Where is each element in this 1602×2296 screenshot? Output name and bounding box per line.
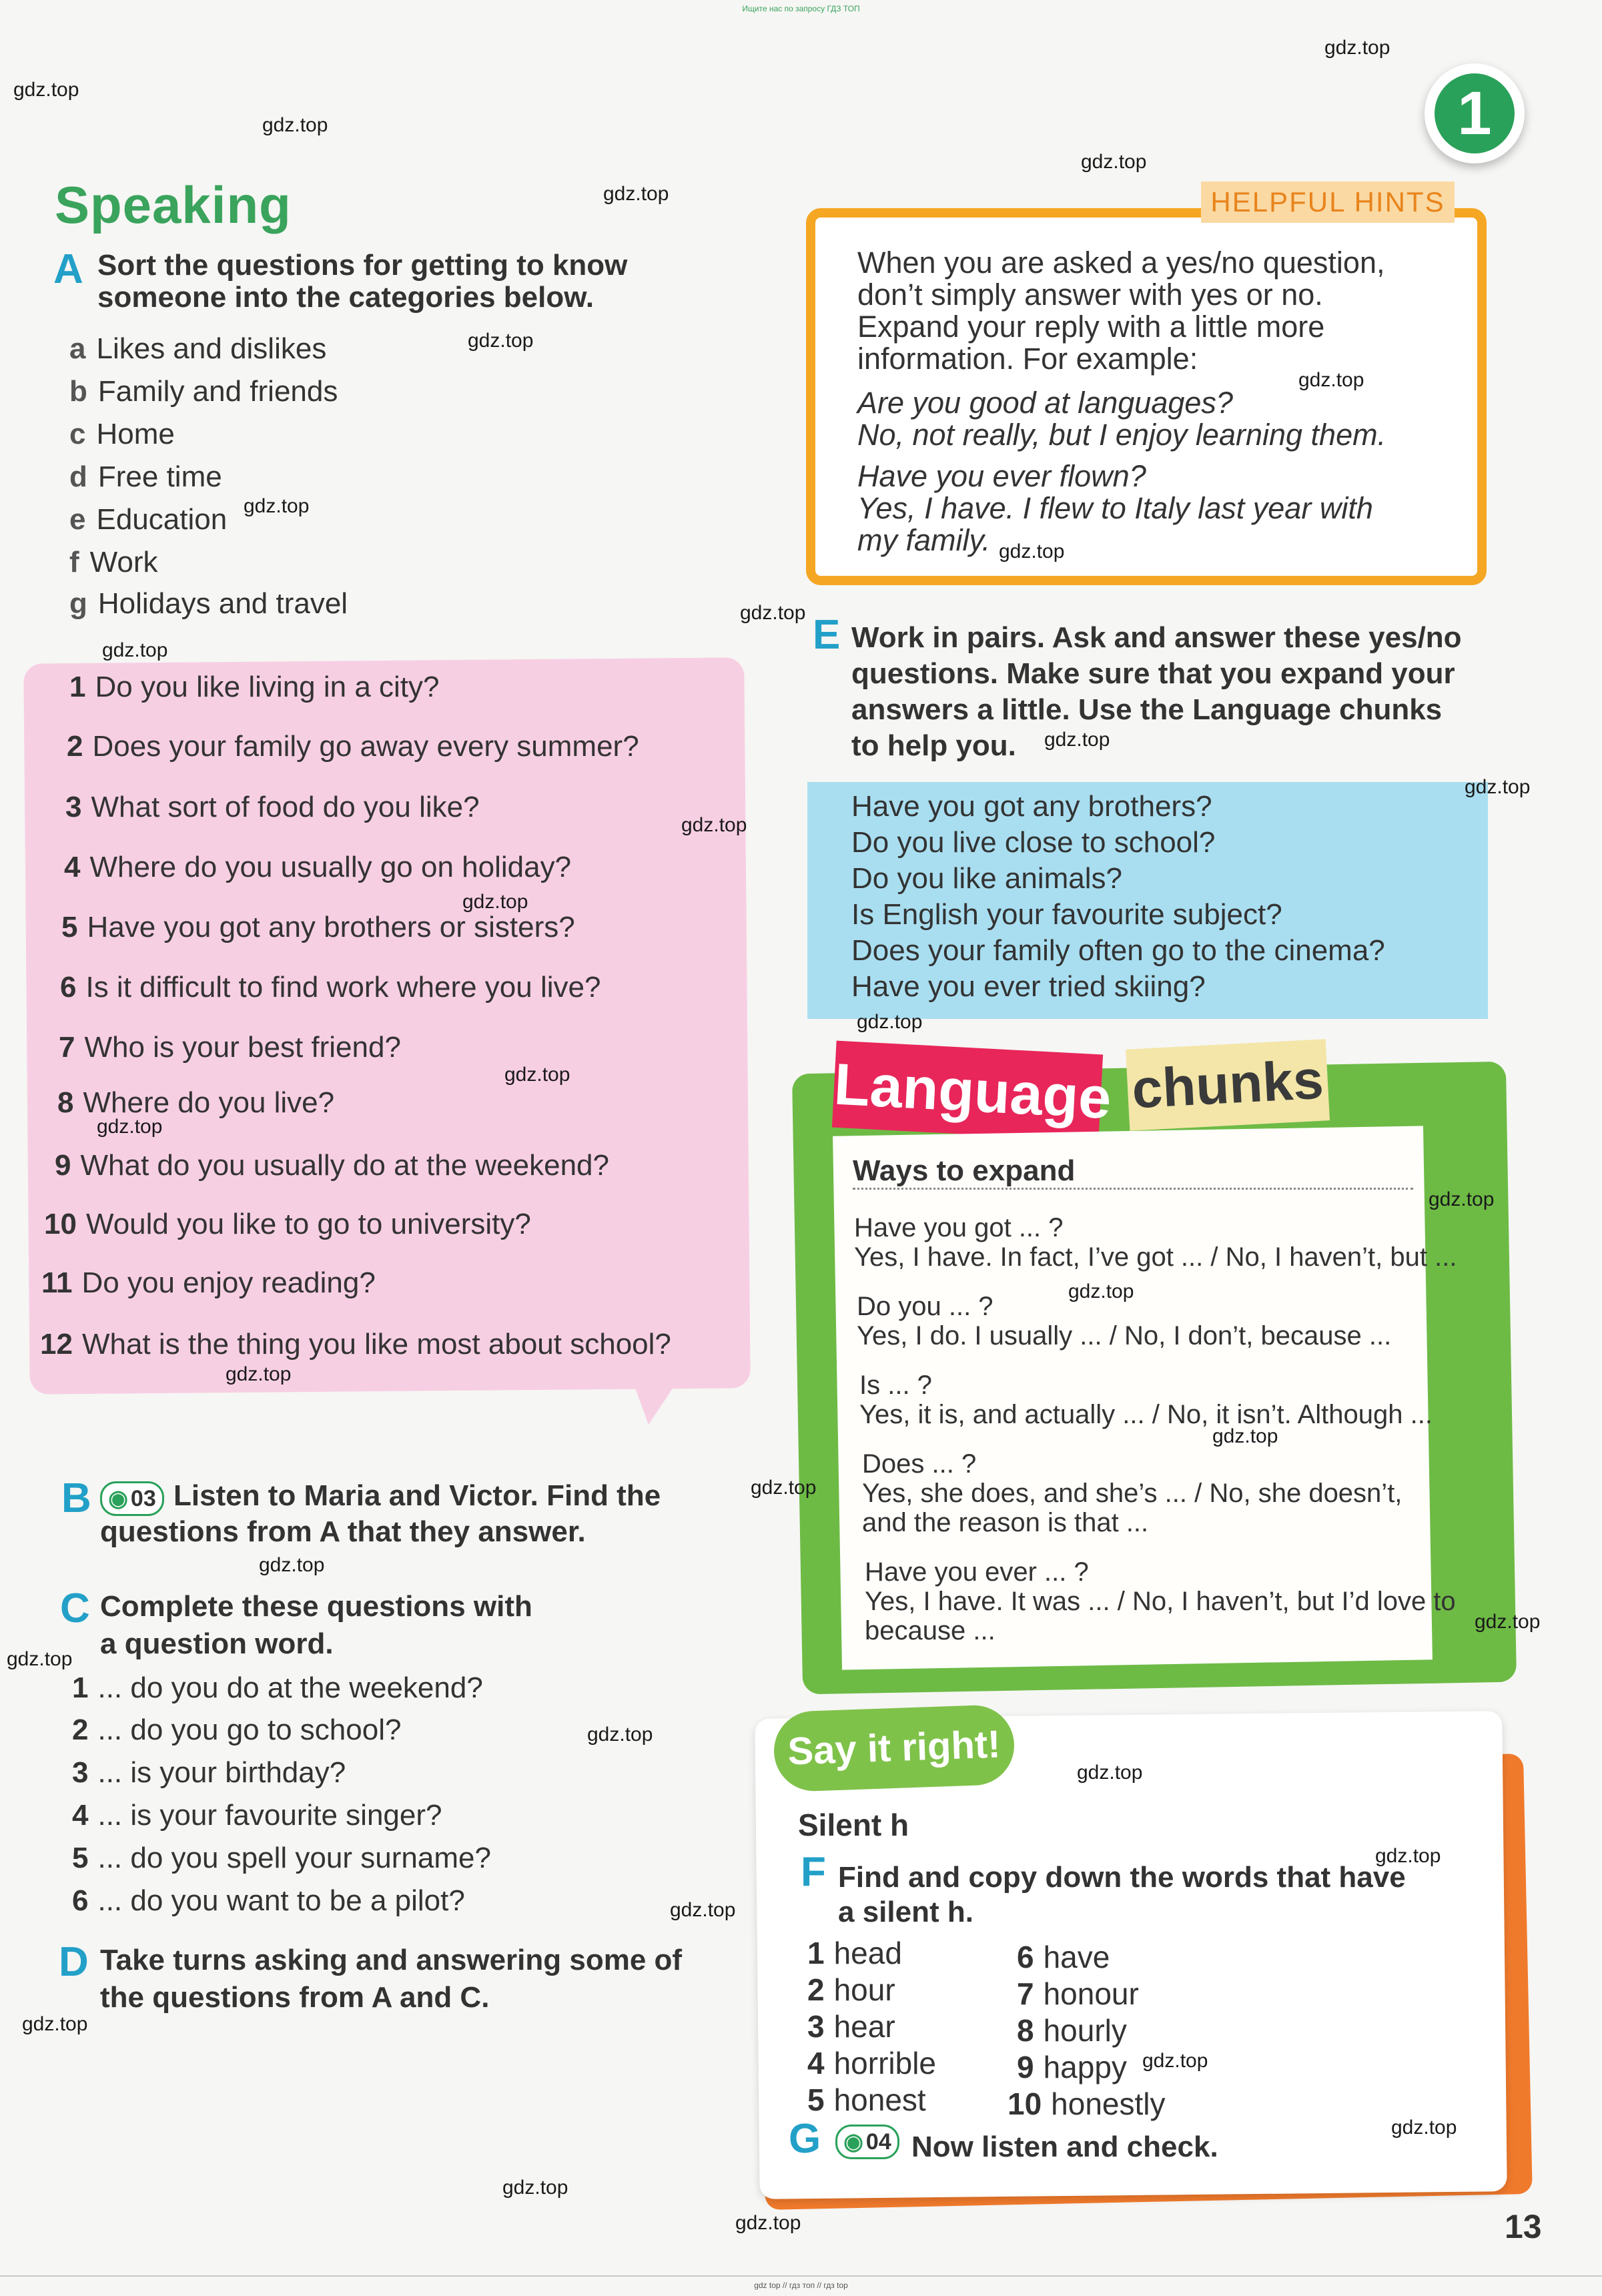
watermark: gdz.top bbox=[1391, 2117, 1457, 2139]
exercise-b-instruction-2: questions from A that they answer. bbox=[100, 1515, 586, 1548]
question-item: 12 What is the thing you like most about school? bbox=[40, 1328, 671, 1361]
exercise-e-instruction: to help you. bbox=[851, 729, 1016, 762]
unit-number: 1 bbox=[1435, 73, 1515, 153]
say-it-right-label: Say it right! bbox=[773, 1704, 1016, 1792]
watermark: gdz.top bbox=[462, 891, 528, 913]
exercise-e-instruction: questions. Make sure that you expand your bbox=[851, 657, 1455, 690]
watermark: gdz.top bbox=[1077, 1762, 1143, 1784]
word-item: 6 have bbox=[1017, 1940, 1110, 1974]
hint-text: don’t simply answer with yes or no. bbox=[857, 278, 1323, 312]
yes-no-question: Have you ever tried skiing? bbox=[851, 970, 1206, 1003]
watermark: gdz.top bbox=[259, 1554, 325, 1576]
watermark: gdz.top bbox=[7, 1648, 73, 1670]
question-item: 4 Where do you usually go on holiday? bbox=[64, 851, 572, 883]
exercise-e-instruction: answers a little. Use the Language chunks bbox=[851, 693, 1443, 726]
chunks-label: chunks bbox=[1126, 1039, 1330, 1131]
exercise-letter-d: D bbox=[59, 1939, 89, 1985]
question-item: 1 Do you like living in a city? bbox=[69, 671, 440, 703]
word-item: 8 hourly bbox=[1017, 2013, 1127, 2048]
helpful-hints-label: HELPFUL HINTS bbox=[1201, 181, 1455, 223]
word-item: 1 head bbox=[807, 1936, 902, 1970]
exercise-letter-f: F bbox=[801, 1849, 826, 1895]
watermark: gdz.top bbox=[502, 2177, 568, 2199]
chunk-question: Is ... ? bbox=[859, 1371, 932, 1400]
exercise-letter-g: G bbox=[789, 2116, 821, 2162]
chunk-question: Does ... ? bbox=[862, 1449, 977, 1479]
chunk-answer: Yes, she does, and she’s ... / No, she doesn’t, bbox=[862, 1479, 1403, 1508]
word-item: 5 honest bbox=[807, 2082, 926, 2117]
chunk-answer: because ... bbox=[865, 1616, 995, 1645]
hint-text: When you are asked a yes/no question, bbox=[857, 246, 1385, 280]
watermark: gdz.top bbox=[1324, 37, 1390, 59]
exercise-letter-e: E bbox=[813, 612, 841, 658]
audio-track-04[interactable]: ◉ 04 bbox=[835, 2125, 899, 2159]
watermark: gdz.top bbox=[751, 1477, 817, 1499]
unit-badge bbox=[1425, 63, 1525, 163]
category-item: b Family and friends bbox=[69, 375, 338, 408]
exercise-c-instruction-1: Complete these questions with bbox=[100, 1590, 532, 1623]
exercise-d-instruction-2: the questions from A and C. bbox=[100, 1981, 490, 2014]
watermark: gdz.top bbox=[603, 183, 669, 205]
chunk-answer: Yes, it is, and actually ... / No, it isn’t. Although ... bbox=[859, 1400, 1433, 1429]
exercise-g-instruction: Now listen and check. bbox=[911, 2131, 1218, 2163]
watermark: gdz.top bbox=[1475, 1611, 1541, 1633]
watermark: gdz.top bbox=[740, 602, 806, 624]
watermark: gdz.top bbox=[1298, 369, 1364, 391]
exercise-d-instruction-1: Take turns asking and answering some of bbox=[100, 1944, 683, 1976]
question-item: 2 Does your family go away every summer? bbox=[67, 730, 639, 763]
hint-text: Expand your reply with a little more bbox=[857, 310, 1325, 344]
yes-no-question: Is English your favourite subject? bbox=[851, 898, 1282, 931]
watermark: gdz.top bbox=[102, 639, 168, 661]
word-item: 3 hear bbox=[807, 2009, 895, 2044]
word-item: 10 honestly bbox=[1008, 2086, 1166, 2121]
word-item: 4 horrible bbox=[807, 2046, 937, 2080]
hint-text: information. For example: bbox=[857, 342, 1198, 376]
question-item: 9 What do you usually do at the weekend? bbox=[55, 1149, 609, 1182]
gap-question: 6 ... do you want to be a pilot? bbox=[72, 1884, 465, 1917]
watermark: gdz.top bbox=[1429, 1188, 1495, 1210]
language-label: Language bbox=[832, 1041, 1103, 1142]
bottom-note: gdz top // гдз топ // гдз top bbox=[754, 2281, 848, 2290]
category-item: f Work bbox=[69, 546, 158, 579]
chunk-answer: and the reason is that ... bbox=[862, 1508, 1149, 1537]
hint-example: Yes, I have. I flew to Italy last year with bbox=[857, 491, 1373, 525]
watermark: gdz.top bbox=[1142, 2050, 1208, 2072]
yes-no-question: Do you like animals? bbox=[851, 862, 1122, 895]
hint-example: No, not really, but I enjoy learning them. bbox=[857, 418, 1386, 452]
word-item: 2 hour bbox=[807, 1972, 895, 2007]
exercise-c-instruction-2: a question word. bbox=[100, 1627, 334, 1660]
exercise-f-instruction: a silent h. bbox=[838, 1896, 973, 1928]
speech-tail bbox=[634, 1385, 675, 1425]
exercise-letter-a: A bbox=[53, 246, 83, 292]
watermark: gdz.top bbox=[244, 495, 310, 517]
category-item: e Education bbox=[69, 503, 228, 536]
question-item: 7 Who is your best friend? bbox=[59, 1031, 401, 1064]
gap-question: 4 ... is your favourite singer? bbox=[72, 1799, 442, 1832]
exercise-a-instruction-2: someone into the categories below. bbox=[97, 281, 594, 314]
category-item: a Likes and dislikes bbox=[69, 332, 327, 365]
question-item: 11 Do you enjoy reading? bbox=[41, 1266, 376, 1299]
page-number: 13 bbox=[1505, 2208, 1542, 2245]
hint-example: my family. bbox=[857, 523, 991, 557]
exercise-letter-b: B bbox=[61, 1475, 91, 1521]
watermark: gdz.top bbox=[262, 114, 328, 136]
exercise-b-instruction-1: Listen to Maria and Victor. Find the bbox=[173, 1479, 661, 1512]
category-item: g Holidays and travel bbox=[69, 587, 348, 620]
gap-question: 1 ... do you do at the weekend? bbox=[72, 1671, 483, 1704]
audio-track-03[interactable]: ◉ 03 bbox=[100, 1481, 164, 1516]
yes-no-question: Do you live close to school? bbox=[851, 826, 1216, 859]
chunk-question: Have you got ... ? bbox=[854, 1213, 1064, 1242]
question-item: 10 Would you like to go to university? bbox=[44, 1208, 531, 1240]
category-item: d Free time bbox=[69, 460, 222, 493]
chunk-question: Do you ... ? bbox=[857, 1292, 993, 1321]
question-item: 6 Is it difficult to find work where you live? bbox=[60, 971, 601, 1004]
watermark: gdz.top bbox=[670, 1899, 736, 1921]
question-item: 8 Where do you live? bbox=[57, 1086, 335, 1119]
audio-icon: ◉ bbox=[108, 1486, 128, 1511]
watermark: gdz.top bbox=[587, 1724, 653, 1746]
section-title: Speaking bbox=[55, 175, 292, 234]
watermark: gdz.top bbox=[1375, 1845, 1441, 1867]
watermark: gdz.top bbox=[468, 330, 534, 352]
dotted-divider bbox=[853, 1188, 1413, 1190]
chunks-title: Ways to expand bbox=[853, 1154, 1076, 1187]
page-edge bbox=[0, 2275, 1602, 2277]
gap-question: 3 ... is your birthday? bbox=[72, 1756, 346, 1789]
question-item: 5 Have you got any brothers or sisters? bbox=[61, 911, 575, 943]
watermark: gdz.top bbox=[1081, 151, 1147, 173]
yes-no-question: Does your family often go to the cinema? bbox=[851, 934, 1385, 967]
exercise-e-instruction: Work in pairs. Ask and answer these yes/no bbox=[851, 621, 1462, 654]
exercise-f-instruction: Find and copy down the words that have bbox=[838, 1861, 1406, 1894]
exercise-a-instruction-1: Sort the questions for getting to know bbox=[97, 249, 628, 282]
gap-question: 5 ... do you spell your surname? bbox=[72, 1842, 491, 1874]
top-note: Ищите нас по запросу ГДЗ ТОП bbox=[742, 4, 860, 13]
chunk-answer: Yes, I do. I usually ... / No, I don’t, because ... bbox=[857, 1321, 1392, 1351]
silent-h-title: Silent h bbox=[798, 1808, 909, 1842]
watermark: gdz.top bbox=[1068, 1280, 1134, 1302]
watermark: gdz.top bbox=[504, 1064, 570, 1086]
yes-no-question: Have you got any brothers? bbox=[851, 790, 1212, 823]
word-item: 7 honour bbox=[1017, 1976, 1139, 2011]
watermark: gdz.top bbox=[681, 814, 747, 836]
watermark: gdz.top bbox=[999, 540, 1065, 562]
watermark: gdz.top bbox=[1465, 776, 1531, 798]
gap-question: 2 ... do you go to school? bbox=[72, 1713, 402, 1746]
hint-example: Have you ever flown? bbox=[857, 459, 1146, 493]
chunk-answer: Yes, I have. In fact, I’ve got ... / No, I haven’t, but ... bbox=[854, 1242, 1457, 1272]
watermark: gdz.top bbox=[22, 2013, 88, 2035]
question-item: 3 What sort of food do you like? bbox=[65, 791, 480, 823]
chunk-question: Have you ever ... ? bbox=[865, 1557, 1089, 1587]
hint-example: Are you good at languages? bbox=[857, 386, 1233, 420]
watermark: gdz.top bbox=[97, 1116, 163, 1138]
watermark: gdz.top bbox=[857, 1011, 923, 1033]
audio-icon: ◉ bbox=[843, 2129, 863, 2155]
watermark: gdz.top bbox=[735, 2212, 801, 2234]
watermark: gdz.top bbox=[13, 79, 79, 101]
chunk-answer: Yes, I have. It was ... / No, I haven’t, but I’d love to bbox=[865, 1587, 1456, 1616]
watermark: gdz.top bbox=[1044, 729, 1110, 751]
watermark: gdz.top bbox=[1212, 1425, 1278, 1447]
category-item: c Home bbox=[69, 418, 175, 450]
exercise-letter-c: C bbox=[60, 1585, 90, 1631]
watermark: gdz.top bbox=[226, 1363, 292, 1385]
word-item: 9 happy bbox=[1017, 2050, 1127, 2084]
